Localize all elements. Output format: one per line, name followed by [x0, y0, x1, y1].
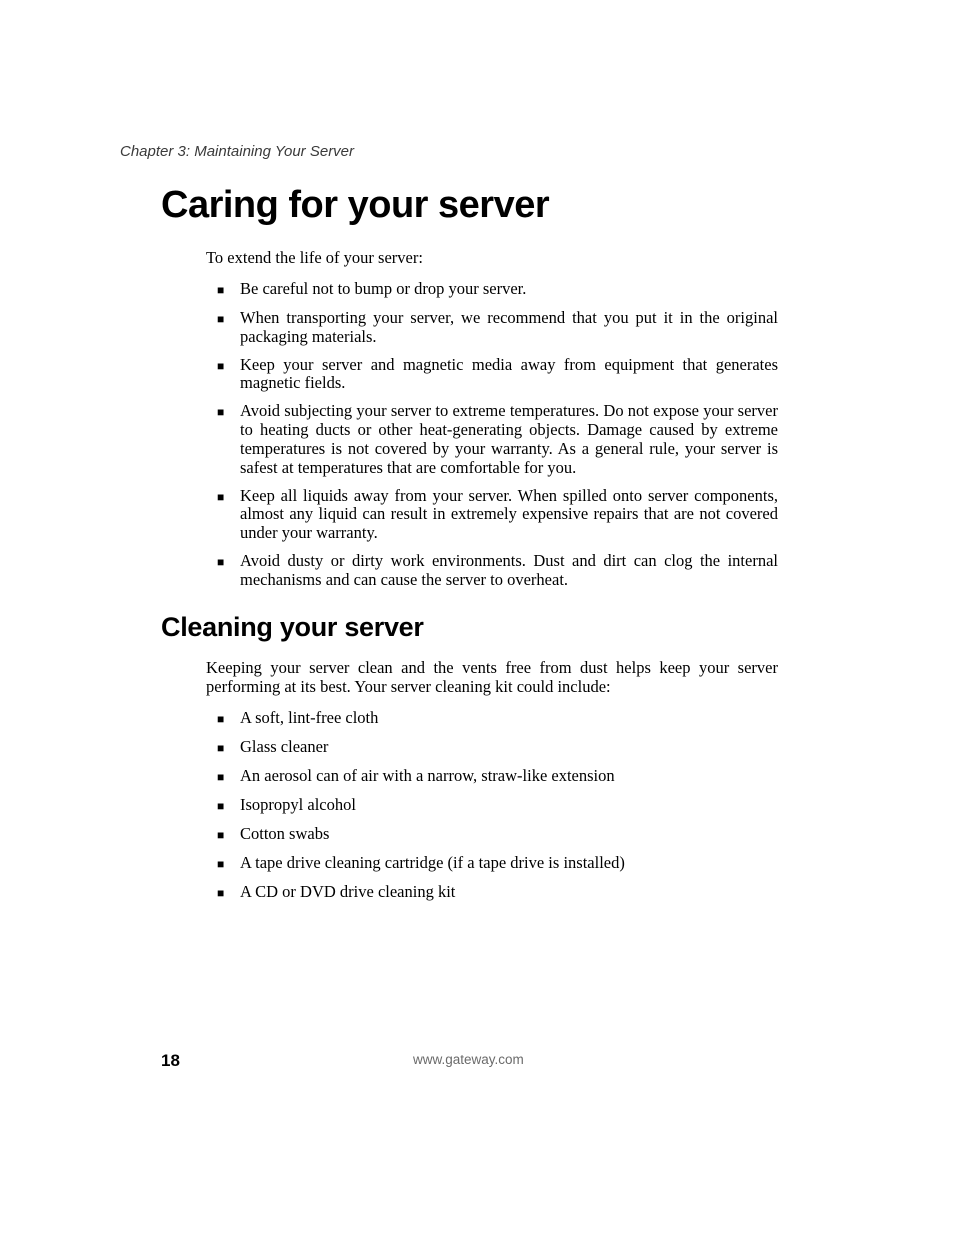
caring-list	[217, 280, 778, 589]
list-item	[217, 854, 778, 874]
list-item	[217, 309, 778, 346]
bullet-square-icon: ■	[217, 405, 225, 420]
list-item-text: Keep your server and magnetic media away from equipment that generates magnetic fields.	[240, 354, 778, 393]
bullet-square-icon: ■	[217, 828, 225, 842]
list-item	[217, 280, 778, 300]
list-item-text: Avoid subjecting your server to extreme temperatures. Do not expose your server to heating ducts or other heat-generating objects. Damage caused by extreme temperatures is not covered by your warranty. As a general rule, your server is safest at temperatures that are comfortable for you.	[240, 401, 778, 477]
list-item-text: A soft, lint-free cloth	[240, 708, 379, 727]
list-item	[217, 825, 778, 845]
bullet-square-icon: ■	[217, 312, 225, 326]
list-item-text: A tape drive cleaning cartridge (if a tape drive is installed)	[240, 853, 625, 872]
list-item	[217, 487, 778, 543]
list-item-text: When transporting your server, we recommend that you put it in the original packaging materials.	[240, 308, 778, 346]
bullet-square-icon: ■	[217, 799, 225, 813]
list-item	[217, 738, 778, 758]
footer-url: www.gateway.com	[413, 1052, 524, 1067]
list-item	[217, 709, 778, 729]
list-item-text: Avoid dusty or dirty work environments. Dust and dirt can clog the internal mechanisms and can cause the server to overheat.	[240, 550, 778, 589]
bullet-square-icon: ■	[217, 857, 225, 871]
list-item	[217, 883, 778, 903]
page-number: 18	[161, 1051, 180, 1070]
list-item-text: Glass cleaner	[240, 737, 329, 756]
bullet-square-icon: ■	[217, 358, 225, 373]
caring-intro: To extend the life of your server:	[206, 248, 423, 267]
list-item-text: Be careful not to bump or drop your server.	[240, 279, 527, 298]
list-item	[217, 552, 778, 589]
list-item-text: An aerosol can of air with a narrow, straw-like extension	[240, 766, 615, 785]
bullet-square-icon: ■	[217, 554, 225, 569]
list-item-text: Isopropyl alcohol	[240, 795, 356, 814]
bullet-square-icon: ■	[217, 489, 225, 504]
bullet-square-icon: ■	[217, 712, 225, 726]
bullet-square-icon: ■	[217, 283, 225, 297]
section-title-caring: Caring for your server	[161, 184, 550, 226]
cleaning-intro: Keeping your server clean and the vents free from dust helps keep your server performing at its best. Your server cleaning kit could include:	[206, 658, 778, 696]
list-item	[217, 767, 778, 787]
list-item-text: A CD or DVD drive cleaning kit	[240, 882, 456, 901]
list-item-text: Cotton swabs	[240, 824, 330, 843]
section-title-cleaning: Cleaning your server	[161, 612, 424, 642]
cleaning-kit-list	[217, 709, 778, 903]
list-item	[217, 796, 778, 816]
bullet-square-icon: ■	[217, 741, 225, 755]
bullet-square-icon: ■	[217, 770, 225, 784]
bullet-square-icon: ■	[217, 886, 225, 900]
running-head: Chapter 3: Maintaining Your Server	[120, 143, 355, 160]
list-item-text: Keep all liquids away from your server. When spilled onto server components, almost any liquid can result in extremely expensive repairs that are not covered under your warranty.	[240, 485, 778, 542]
list-item	[217, 356, 778, 393]
list-item	[217, 402, 778, 477]
